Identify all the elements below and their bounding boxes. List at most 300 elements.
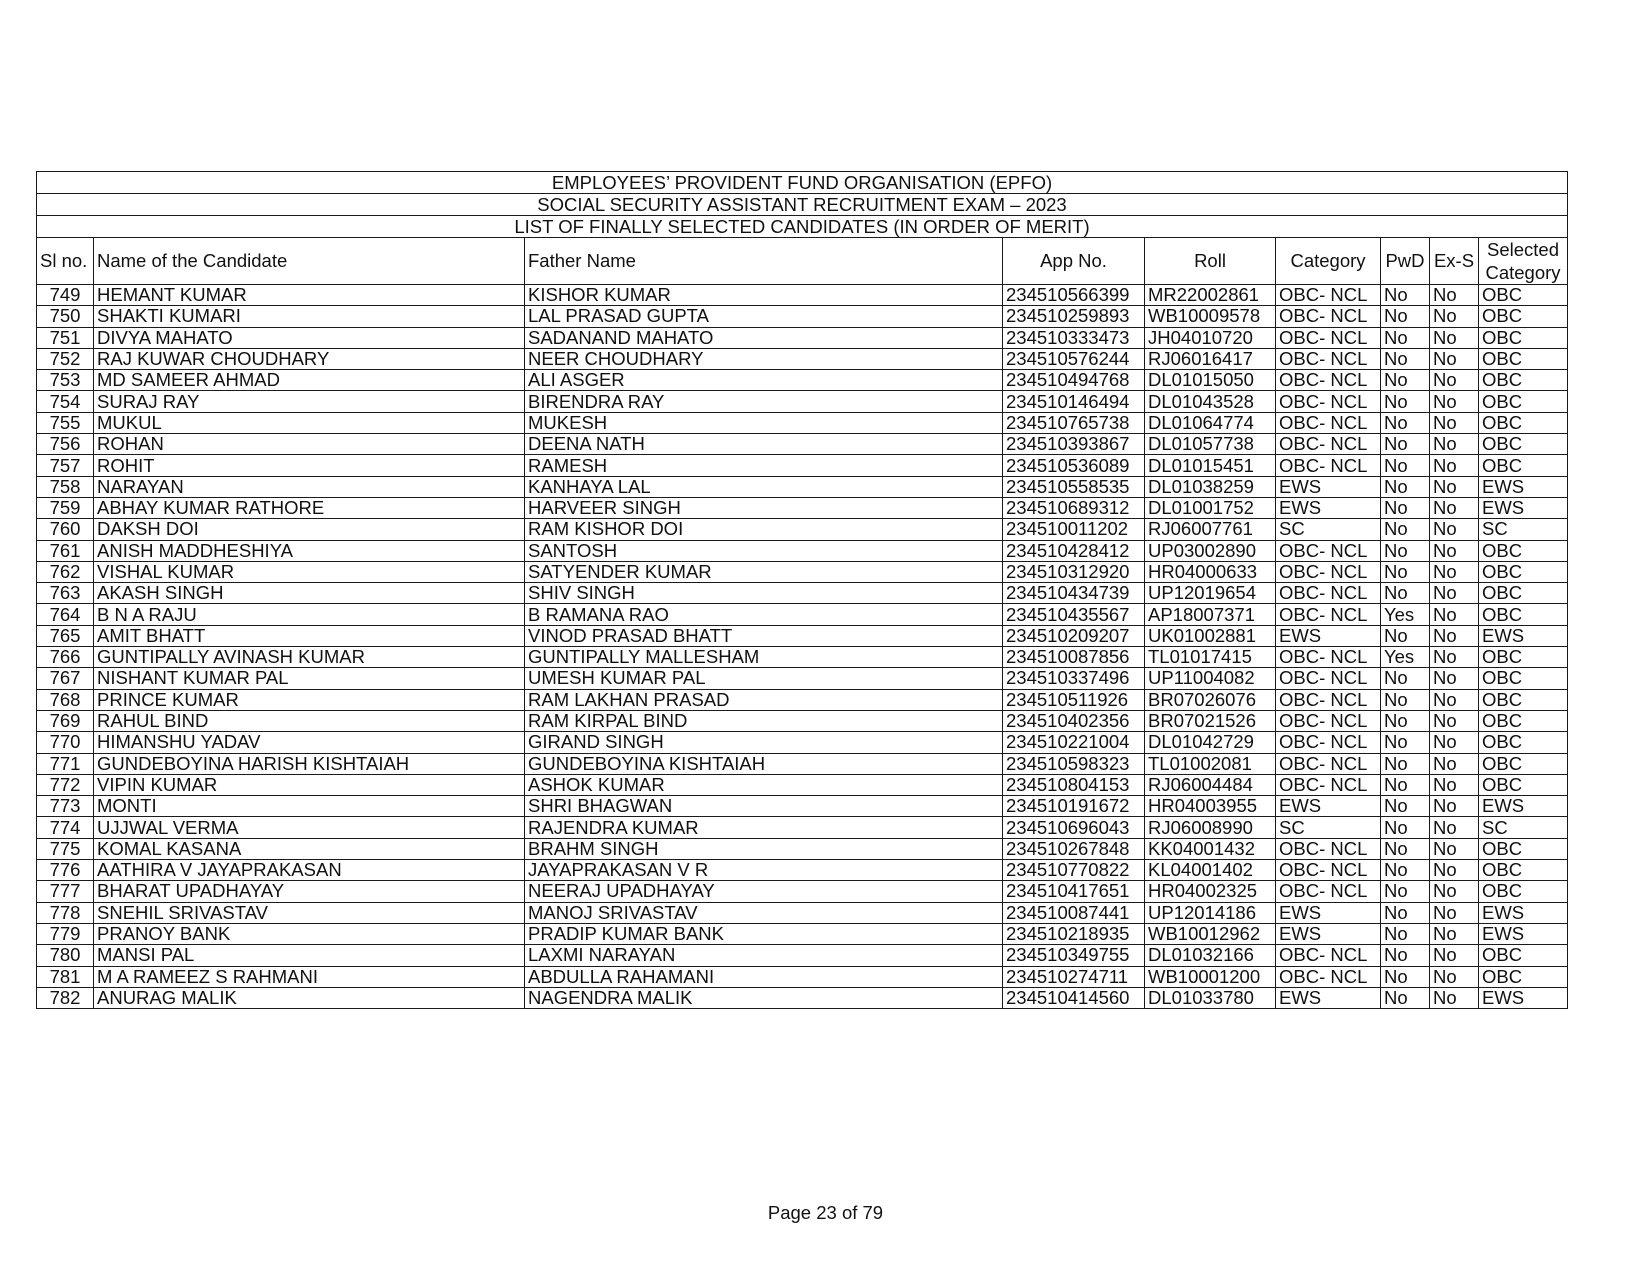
cell-category: OBC- NCL [1276,753,1381,774]
table-row [37,838,1568,859]
cell-father-name: DEENA NATH [525,434,1003,455]
cell-pwd: No [1381,753,1430,774]
cell-roll: DL01033780 [1145,987,1276,1008]
cell-candidate-name: ANURAG MALIK [94,987,525,1008]
cell-father-name: SATYENDER KUMAR [525,561,1003,582]
header-ex-s: Ex-S [1430,238,1479,285]
cell-ex-s: No [1430,966,1479,987]
table-row [37,710,1568,731]
cell-ex-s: No [1430,774,1479,795]
cell-app-no: 234510558535 [1003,476,1145,497]
cell-ex-s: No [1430,455,1479,476]
cell-pwd: No [1381,902,1430,923]
cell-category: OBC- NCL [1276,583,1381,604]
cell-roll: HR04002325 [1145,881,1276,902]
cell-app-no: 234510218935 [1003,923,1145,944]
cell-ex-s: No [1430,540,1479,561]
cell-father-name: BIRENDRA RAY [525,391,1003,412]
table-row [37,306,1568,327]
table-row [37,285,1568,306]
cell-sl-no: 759 [37,497,94,518]
cell-category: OBC- NCL [1276,327,1381,348]
cell-sl-no: 752 [37,348,94,369]
cell-category: OBC- NCL [1276,348,1381,369]
cell-pwd: No [1381,945,1430,966]
cell-app-no: 234510267848 [1003,838,1145,859]
cell-roll: WB10009578 [1145,306,1276,327]
cell-pwd: No [1381,412,1430,433]
cell-candidate-name: VISHAL KUMAR [94,561,525,582]
cell-candidate-name: KOMAL KASANA [94,838,525,859]
cell-app-no: 234510417651 [1003,881,1145,902]
cell-roll: RJ06004484 [1145,774,1276,795]
cell-app-no: 234510402356 [1003,710,1145,731]
table-row [37,476,1568,497]
cell-sl-no: 777 [37,881,94,902]
cell-ex-s: No [1430,710,1479,731]
header-selected-category: Selected Category [1479,238,1568,285]
cell-ex-s: No [1430,604,1479,625]
cell-sl-no: 757 [37,455,94,476]
cell-sl-no: 765 [37,625,94,646]
cell-pwd: No [1381,497,1430,518]
cell-father-name: RAJENDRA KUMAR [525,817,1003,838]
cell-pwd: No [1381,540,1430,561]
cell-candidate-name: RAJ KUWAR CHOUDHARY [94,348,525,369]
cell-pwd: No [1381,306,1430,327]
cell-ex-s: No [1430,348,1479,369]
cell-candidate-name: MD SAMEER AHMAD [94,370,525,391]
table-row [37,497,1568,518]
cell-father-name: JAYAPRAKASAN V R [525,860,1003,881]
cell-category: EWS [1276,497,1381,518]
cell-ex-s: No [1430,327,1479,348]
cell-sl-no: 762 [37,561,94,582]
cell-father-name: SANTOSH [525,540,1003,561]
cell-category: OBC- NCL [1276,710,1381,731]
cell-pwd: No [1381,987,1430,1008]
cell-category: EWS [1276,476,1381,497]
table-row [37,348,1568,369]
cell-ex-s: No [1430,391,1479,412]
header-sl-no: Sl no. [37,238,94,285]
cell-father-name: SHRI BHAGWAN [525,796,1003,817]
title-row-exam [37,194,1568,216]
cell-category: OBC- NCL [1276,881,1381,902]
cell-selected-category: OBC [1479,732,1568,753]
cell-father-name: B RAMANA RAO [525,604,1003,625]
cell-roll: AP18007371 [1145,604,1276,625]
cell-roll: RJ06016417 [1145,348,1276,369]
cell-ex-s: No [1430,561,1479,582]
cell-ex-s: No [1430,476,1479,497]
cell-selected-category: EWS [1479,497,1568,518]
cell-ex-s: No [1430,796,1479,817]
cell-roll: JH04010720 [1145,327,1276,348]
cell-sl-no: 751 [37,327,94,348]
cell-candidate-name: RAHUL BIND [94,710,525,731]
cell-roll: DL01038259 [1145,476,1276,497]
cell-sl-no: 770 [37,732,94,753]
cell-father-name: VINOD PRASAD BHATT [525,625,1003,646]
cell-candidate-name: MANSI PAL [94,945,525,966]
cell-category: OBC- NCL [1276,732,1381,753]
cell-pwd: No [1381,817,1430,838]
cell-ex-s: No [1430,817,1479,838]
header-pwd: PwD [1381,238,1430,285]
cell-candidate-name: PRINCE KUMAR [94,689,525,710]
table-row [37,604,1568,625]
cell-father-name: ABDULLA RAHAMANI [525,966,1003,987]
cell-roll: DL01001752 [1145,497,1276,518]
cell-roll: UP03002890 [1145,540,1276,561]
cell-candidate-name: NISHANT KUMAR PAL [94,668,525,689]
cell-father-name: RAM KIRPAL BIND [525,710,1003,731]
cell-candidate-name: HEMANT KUMAR [94,285,525,306]
cell-roll: UP12019654 [1145,583,1276,604]
cell-pwd: No [1381,285,1430,306]
table-row [37,391,1568,412]
cell-father-name: NAGENDRA MALIK [525,987,1003,1008]
cell-sl-no: 779 [37,923,94,944]
cell-candidate-name: MUKUL [94,412,525,433]
cell-category: OBC- NCL [1276,455,1381,476]
title-list: LIST OF FINALLY SELECTED CANDIDATES (IN ORDER OF MERIT) [37,216,1568,238]
cell-category: EWS [1276,796,1381,817]
page-number: Page 23 of 79 [767,1202,884,1223]
cell-father-name: KISHOR KUMAR [525,285,1003,306]
cell-roll: HR04003955 [1145,796,1276,817]
cell-roll: TL01017415 [1145,647,1276,668]
cell-selected-category: SC [1479,519,1568,540]
cell-candidate-name: SNEHIL SRIVASTAV [94,902,525,923]
table-row [37,327,1568,348]
cell-selected-category: EWS [1479,923,1568,944]
selected-candidates-table [36,171,1568,1009]
cell-ex-s: No [1430,625,1479,646]
table-row [37,817,1568,838]
table-row [37,774,1568,795]
cell-roll: BR07021526 [1145,710,1276,731]
cell-app-no: 234510435567 [1003,604,1145,625]
cell-candidate-name: GUNTIPALLY AVINASH KUMAR [94,647,525,668]
cell-father-name: LAL PRASAD GUPTA [525,306,1003,327]
cell-app-no: 234510536089 [1003,455,1145,476]
cell-father-name: RAMESH [525,455,1003,476]
cell-app-no: 234510770822 [1003,860,1145,881]
cell-roll: KL04001402 [1145,860,1276,881]
cell-pwd: Yes [1381,647,1430,668]
cell-pwd: No [1381,732,1430,753]
table-row [37,455,1568,476]
cell-category: EWS [1276,987,1381,1008]
cell-app-no: 234510765738 [1003,412,1145,433]
cell-candidate-name: ROHIT [94,455,525,476]
cell-sl-no: 750 [37,306,94,327]
cell-pwd: No [1381,519,1430,540]
cell-father-name: GUNTIPALLY MALLESHAM [525,647,1003,668]
cell-sl-no: 764 [37,604,94,625]
cell-app-no: 234510804153 [1003,774,1145,795]
cell-pwd: No [1381,327,1430,348]
cell-pwd: No [1381,348,1430,369]
cell-roll: DL01015050 [1145,370,1276,391]
title-row-list [37,216,1568,238]
cell-ex-s: No [1430,860,1479,881]
cell-category: OBC- NCL [1276,306,1381,327]
cell-category: OBC- NCL [1276,774,1381,795]
cell-candidate-name: DAKSH DOI [94,519,525,540]
cell-sl-no: 763 [37,583,94,604]
title-exam: SOCIAL SECURITY ASSISTANT RECRUITMENT EXAM – 2023 [37,194,1568,216]
cell-app-no: 234510333473 [1003,327,1145,348]
table-row [37,860,1568,881]
cell-app-no: 234510349755 [1003,945,1145,966]
cell-ex-s: No [1430,987,1479,1008]
cell-app-no: 234510414560 [1003,987,1145,1008]
table-row [37,519,1568,540]
cell-sl-no: 760 [37,519,94,540]
header-candidate-name: Name of the Candidate [94,238,525,285]
table-row [37,732,1568,753]
cell-category: OBC- NCL [1276,370,1381,391]
cell-sl-no: 768 [37,689,94,710]
cell-candidate-name: NARAYAN [94,476,525,497]
cell-selected-category: EWS [1479,796,1568,817]
title-organisation: EMPLOYEES’ PROVIDENT FUND ORGANISATION (EPFO) [37,172,1568,194]
cell-app-no: 234510428412 [1003,540,1145,561]
cell-sl-no: 776 [37,860,94,881]
cell-roll: MR22002861 [1145,285,1276,306]
cell-candidate-name: GUNDEBOYINA HARISH KISHTAIAH [94,753,525,774]
cell-candidate-name: UJJWAL VERMA [94,817,525,838]
cell-app-no: 234510259893 [1003,306,1145,327]
cell-selected-category: OBC [1479,434,1568,455]
cell-ex-s: No [1430,497,1479,518]
cell-ex-s: No [1430,412,1479,433]
cell-app-no: 234510393867 [1003,434,1145,455]
cell-selected-category: OBC [1479,327,1568,348]
cell-ex-s: No [1430,902,1479,923]
cell-selected-category: OBC [1479,604,1568,625]
cell-selected-category: OBC [1479,647,1568,668]
cell-category: OBC- NCL [1276,561,1381,582]
cell-category: EWS [1276,625,1381,646]
cell-category: OBC- NCL [1276,647,1381,668]
cell-father-name: HARVEER SINGH [525,497,1003,518]
cell-father-name: MANOJ SRIVASTAV [525,902,1003,923]
cell-roll: RJ06008990 [1145,817,1276,838]
cell-app-no: 234510087441 [1003,902,1145,923]
cell-category: EWS [1276,902,1381,923]
cell-selected-category: OBC [1479,285,1568,306]
cell-roll: TL01002081 [1145,753,1276,774]
cell-ex-s: No [1430,434,1479,455]
cell-sl-no: 754 [37,391,94,412]
cell-category: OBC- NCL [1276,540,1381,561]
table-row [37,753,1568,774]
cell-selected-category: OBC [1479,710,1568,731]
cell-category: OBC- NCL [1276,285,1381,306]
cell-father-name: NEERAJ UPADHAYAY [525,881,1003,902]
cell-pwd: No [1381,966,1430,987]
cell-app-no: 234510598323 [1003,753,1145,774]
table-row [37,923,1568,944]
cell-pwd: No [1381,434,1430,455]
table-row [37,625,1568,646]
cell-roll: HR04000633 [1145,561,1276,582]
cell-selected-category: SC [1479,817,1568,838]
cell-category: OBC- NCL [1276,945,1381,966]
cell-sl-no: 780 [37,945,94,966]
cell-candidate-name: DIVYA MAHATO [94,327,525,348]
cell-pwd: No [1381,923,1430,944]
cell-pwd: No [1381,455,1430,476]
cell-ex-s: No [1430,306,1479,327]
cell-candidate-name: ANISH MADDHESHIYA [94,540,525,561]
cell-roll: WB10012962 [1145,923,1276,944]
cell-candidate-name: SHAKTI KUMARI [94,306,525,327]
column-header-row [37,238,1568,285]
cell-app-no: 234510087856 [1003,647,1145,668]
cell-roll: UP11004082 [1145,668,1276,689]
table-row [37,796,1568,817]
cell-category: OBC- NCL [1276,966,1381,987]
cell-father-name: PRADIP KUMAR BANK [525,923,1003,944]
cell-category: OBC- NCL [1276,668,1381,689]
cell-roll: UP12014186 [1145,902,1276,923]
cell-category: SC [1276,519,1381,540]
table-row [37,412,1568,433]
table-row [37,966,1568,987]
cell-roll: DL01015451 [1145,455,1276,476]
cell-pwd: No [1381,838,1430,859]
cell-sl-no: 774 [37,817,94,838]
cell-candidate-name: VIPIN KUMAR [94,774,525,795]
cell-pwd: No [1381,561,1430,582]
cell-pwd: No [1381,689,1430,710]
cell-pwd: No [1381,774,1430,795]
cell-sl-no: 781 [37,966,94,987]
cell-selected-category: OBC [1479,860,1568,881]
cell-pwd: No [1381,625,1430,646]
cell-sl-no: 753 [37,370,94,391]
cell-app-no: 234510566399 [1003,285,1145,306]
cell-selected-category: EWS [1479,902,1568,923]
cell-category: OBC- NCL [1276,838,1381,859]
cell-father-name: ASHOK KUMAR [525,774,1003,795]
cell-selected-category: EWS [1479,987,1568,1008]
cell-pwd: No [1381,391,1430,412]
cell-father-name: SADANAND MAHATO [525,327,1003,348]
cell-father-name: RAM LAKHAN PRASAD [525,689,1003,710]
cell-ex-s: No [1430,732,1479,753]
cell-sl-no: 756 [37,434,94,455]
cell-category: OBC- NCL [1276,689,1381,710]
cell-selected-category: OBC [1479,348,1568,369]
cell-father-name: KANHAYA LAL [525,476,1003,497]
cell-father-name: GUNDEBOYINA KISHTAIAH [525,753,1003,774]
cell-father-name: GIRAND SINGH [525,732,1003,753]
cell-selected-category: OBC [1479,540,1568,561]
cell-candidate-name: ABHAY KUMAR RATHORE [94,497,525,518]
cell-candidate-name: M A RAMEEZ S RAHMANI [94,966,525,987]
cell-selected-category: OBC [1479,455,1568,476]
table-row [37,902,1568,923]
cell-roll: DL01042729 [1145,732,1276,753]
cell-ex-s: No [1430,689,1479,710]
cell-selected-category: OBC [1479,668,1568,689]
cell-ex-s: No [1430,923,1479,944]
cell-roll: BR07026076 [1145,689,1276,710]
cell-sl-no: 782 [37,987,94,1008]
cell-ex-s: No [1430,668,1479,689]
cell-sl-no: 769 [37,710,94,731]
cell-ex-s: No [1430,647,1479,668]
cell-candidate-name: B N A RAJU [94,604,525,625]
cell-roll: DL01057738 [1145,434,1276,455]
table-row [37,434,1568,455]
cell-candidate-name: MONTI [94,796,525,817]
header-app-no: App No. [1003,238,1145,285]
cell-selected-category: OBC [1479,838,1568,859]
cell-candidate-name: AMIT BHATT [94,625,525,646]
cell-roll: UK01002881 [1145,625,1276,646]
cell-ex-s: No [1430,370,1479,391]
cell-sl-no: 766 [37,647,94,668]
table-row [37,668,1568,689]
cell-sl-no: 767 [37,668,94,689]
table-row [37,987,1568,1008]
cell-father-name: RAM KISHOR DOI [525,519,1003,540]
cell-candidate-name: PRANOY BANK [94,923,525,944]
header-roll: Roll [1145,238,1276,285]
cell-pwd: No [1381,796,1430,817]
cell-roll: DL01064774 [1145,412,1276,433]
table-row [37,689,1568,710]
cell-ex-s: No [1430,838,1479,859]
cell-candidate-name: HIMANSHU YADAV [94,732,525,753]
table-row [37,945,1568,966]
cell-sl-no: 775 [37,838,94,859]
cell-app-no: 234510312920 [1003,561,1145,582]
cell-category: OBC- NCL [1276,860,1381,881]
table-row [37,561,1568,582]
cell-father-name: SHIV SINGH [525,583,1003,604]
cell-father-name: NEER CHOUDHARY [525,348,1003,369]
cell-selected-category: EWS [1479,476,1568,497]
cell-ex-s: No [1430,285,1479,306]
cell-ex-s: No [1430,753,1479,774]
cell-app-no: 234510221004 [1003,732,1145,753]
cell-sl-no: 749 [37,285,94,306]
cell-app-no: 234510494768 [1003,370,1145,391]
cell-pwd: No [1381,710,1430,731]
cell-pwd: No [1381,860,1430,881]
cell-father-name: UMESH KUMAR PAL [525,668,1003,689]
cell-pwd: No [1381,370,1430,391]
cell-app-no: 234510011202 [1003,519,1145,540]
cell-app-no: 234510511926 [1003,689,1145,710]
cell-father-name: BRAHM SINGH [525,838,1003,859]
cell-roll: DL01043528 [1145,391,1276,412]
cell-sl-no: 758 [37,476,94,497]
cell-selected-category: OBC [1479,412,1568,433]
cell-selected-category: OBC [1479,945,1568,966]
cell-app-no: 234510146494 [1003,391,1145,412]
cell-candidate-name: ROHAN [94,434,525,455]
cell-app-no: 234510191672 [1003,796,1145,817]
